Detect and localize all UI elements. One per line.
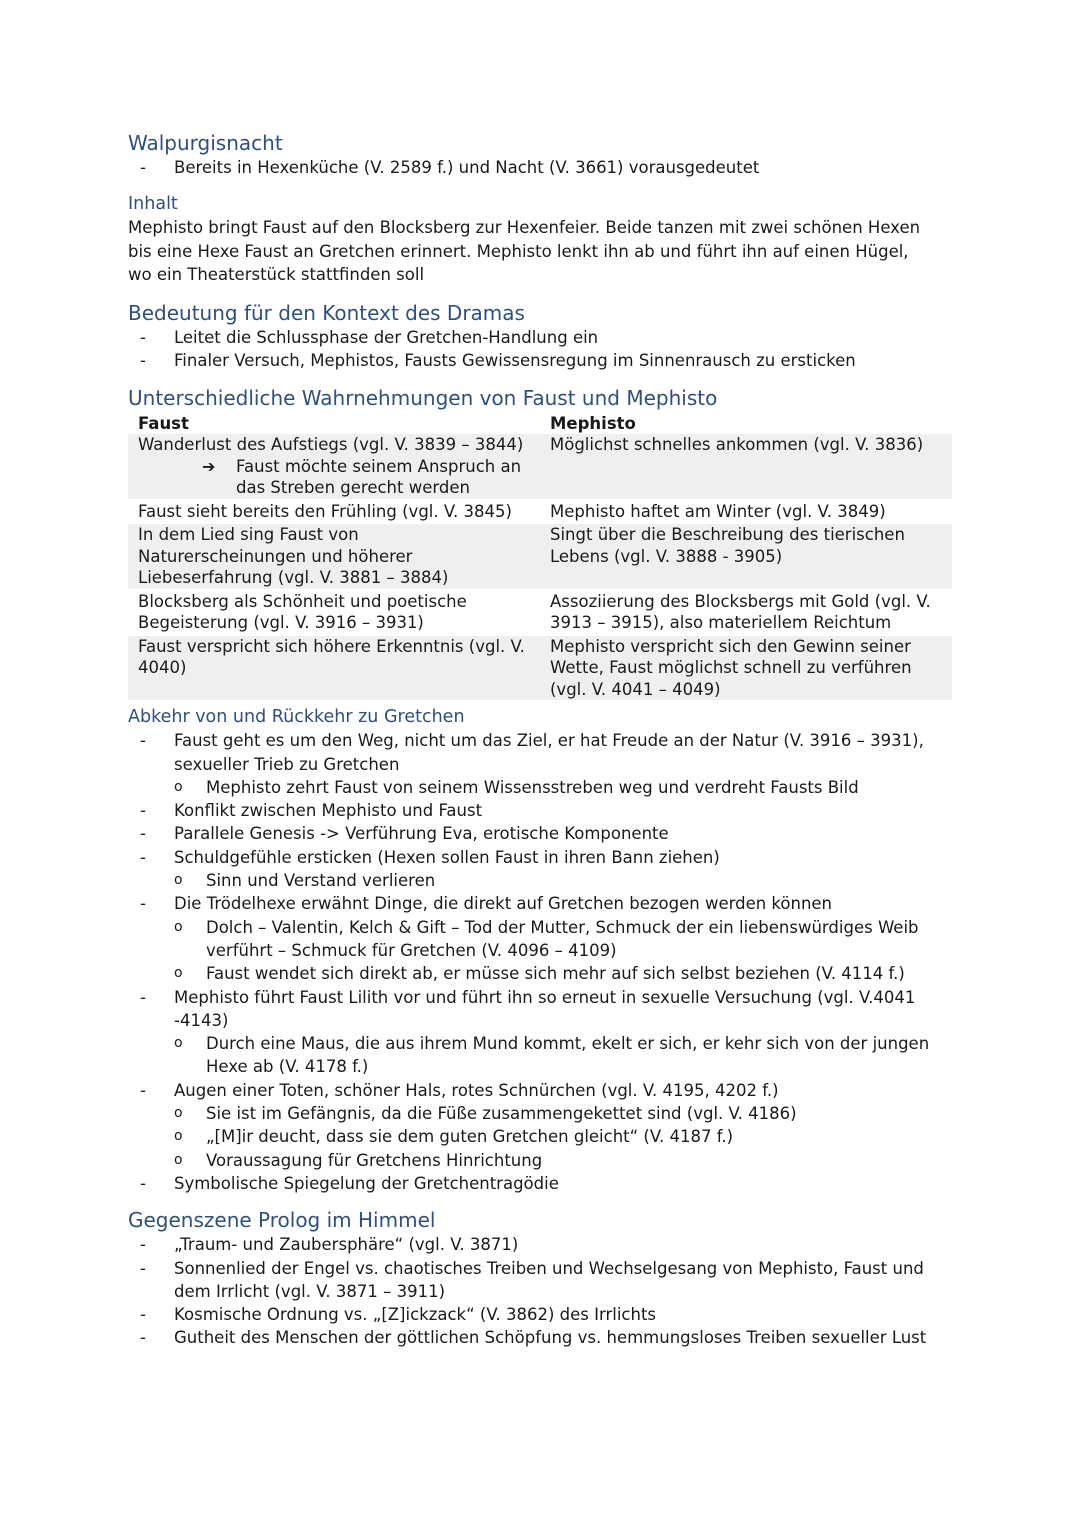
table-cell-mephisto: Assoziierung des Blocksbergs mit Gold (vgl. V. 3913 – 3915), also materiellem Reichtum [540,590,952,635]
list-item: - Augen einer Toten, schöner Hals, rotes Schnürchen (vgl. V. 4195, 4202 f.) o Sie ist im Gefängnis, da die Füße zusammengekettet sind (vgl. V. 4186) o „[M]ir deucht, dass sie dem guten Gretchen gleicht“ (V. 4187 f.) o Voraussagung für Gretchens Hinrichtung [128,1079,952,1172]
sub-list-item: o Mephisto zehrt Faust von seinem Wissensstreben weg und verdreht Fausts Bild [128,776,952,799]
list-item: - Sonnenlied der Engel vs. chaotisches Treiben und Wechselgesang von Mephisto, Faust und dem Irrlicht (vgl. V. 3871 – 3911) [140,1258,924,1301]
sub-list [128,916,952,986]
header-faust: Faust [138,413,189,433]
list-item: - Mephisto führt Faust Lilith vor und führt ihn so erneut in sexuelle Versuchung (vgl. V.4041 -4143) o Durch eine Maus, die aus ihrem Mund kommt, ekelt er sich, er kehr sich von der jungen Hexe ab (V. 4178 f.) [128,986,952,1079]
circle-bullet-icon: o [174,1105,183,1122]
sub-list-item: o Faust wendet sich direkt ab, er müsse sich mehr auf sich selbst beziehen (V. 4114 f.) [128,962,952,985]
sub-list [128,1032,952,1079]
section-wahrnehmungen [128,385,952,703]
sub-list-item: o Durch eine Maus, die aus ihrem Mund kommt, ekelt er sich, er kehr sich von der jungen Hexe ab (V. 4178 f.) [174,1034,930,1077]
table-row [128,500,952,524]
list-item: - Finaler Versuch, Mephistos, Fausts Gewissensregung im Sinnenrausch zu ersticken [140,351,856,371]
sub-list-item: o Voraussagung für Gretchens Hinrichtung [128,1149,952,1172]
circle-bullet-icon: o [174,965,183,982]
sub-list [128,776,952,799]
table-header-row [128,413,952,435]
table-row [128,635,952,702]
table-cell-mephisto: Möglichst schnelles ankommen (vgl. V. 3836) [540,434,952,500]
heading-gegenszene: Gegenszene Prolog im Himmel [128,1208,436,1233]
section-bedeutung [128,300,952,373]
list-walpurgisnacht [128,156,952,179]
section-abkehr [128,706,952,1195]
sub-list [128,1102,952,1172]
circle-bullet-icon: o [174,1151,183,1168]
table-cell-mephisto: Mephisto verspricht sich den Gewinn seiner Wette, Faust möglichst schnell zu verführen (vgl. V. 4041 – 4049) [540,635,952,702]
sub-list-item: o Sinn und Verstand verlieren [128,869,952,892]
section-walpurgisnacht [128,130,952,179]
heading-wahrnehmungen: Unterschiedliche Wahrnehmungen von Faust und Mephisto [128,385,718,410]
circle-bullet-icon: o [174,1035,183,1052]
header-mephisto: Mephisto [550,413,636,433]
table-row [128,590,952,635]
table-cell-faust: Faust sieht bereits den Frühling (vgl. V. 3845) [128,500,540,524]
table-cell-faust: Faust verspricht sich höhere Erkenntnis (vgl. V. 4040) [128,635,540,702]
heading-walpurgisnacht: Walpurgisnacht [128,131,283,155]
sub-list [128,869,952,892]
list-item: - Kosmische Ordnung vs. „[Z]ickzack“ (V. 3862) des Irrlichts [140,1305,657,1325]
list-item: - Konflikt zwischen Mephisto und Faust [140,801,483,821]
circle-bullet-icon: o [174,778,183,795]
table-cell-faust: Blocksberg als Schönheit und poetische Begeisterung (vgl. V. 3916 – 3931) [128,590,540,635]
section-inhalt [128,193,952,286]
list-item: - Faust geht es um den Weg, nicht um das Ziel, er hat Freude an der Natur (V. 3916 – 3931), sexueller Trieb zu Gretchen o Mephisto zehrt Faust von seinem Wissensstreben weg und verdreht Fausts Bild [128,729,952,799]
list-item: - Parallele Genesis -> Verführung Eva, erotische Komponente [140,824,669,844]
arrow-right-icon: ➔ [202,456,216,476]
heading-bedeutung: Bedeutung für den Kontext des Dramas [128,301,525,326]
list-item: - Symbolische Spiegelung der Gretchentragödie [140,1173,559,1193]
paragraph-inhalt: Mephisto bringt Faust auf den Blocksberg zur Hexenfeier. Beide tanzen mit zwei schönen Hexen bis eine Hexe Faust an Gretchen erinnert. Mephisto lenkt ihn ab und führt ihn auf einen Hügel, wo ein Theaterstück stattfinden soll [128,218,921,284]
table-row [128,523,952,590]
sub-list-item: o Dolch – Valentin, Kelch & Gift – Tod der Mutter, Schmuck der ein liebenswürdiges Weib verführt – Schmuck für Gretchen (V. 4096 – 4109) [174,917,919,960]
table-row [128,434,952,500]
circle-bullet-icon: o [174,1128,183,1145]
list-gegenszene [128,1233,952,1349]
list-item: - Bereits in Hexenküche (V. 2589 f.) und Nacht (V. 3661) vorausgedeutet [140,158,760,177]
table-cell-faust: Wanderlust des Aufstiegs (vgl. V. 3839 – 3844) ➔ Faust möchte seinem Anspruch an das Streben gerecht werden [128,434,540,500]
comparison-table [128,413,952,703]
heading-abkehr: Abkehr von und Rückkehr zu Gretchen [128,707,465,728]
heading-inhalt: Inhalt [128,194,178,215]
arrow-note: ➔ Faust möchte seinem Anspruch an das Streben gerecht werden [202,456,522,498]
table-cell-faust: In dem Lied sing Faust von Naturerscheinungen und höherer Liebeserfahrung (vgl. V. 3881 – 3884) [128,523,540,590]
list-item: - Schuldgefühle ersticken (Hexen sollen Faust in ihren Bann ziehen) o Sinn und Verstand verlieren [128,846,952,893]
list-bedeutung [128,326,952,373]
list-item: - Leitet die Schlussphase der Gretchen-Handlung ein [140,328,599,348]
table-cell-mephisto: Mephisto haftet am Winter (vgl. V. 3849) [540,500,952,524]
section-gegenszene [128,1207,952,1349]
sub-list-item: o Sie ist im Gefängnis, da die Füße zusammengekettet sind (vgl. V. 4186) [128,1102,952,1125]
list-item: - Gutheit des Menschen der göttlichen Schöpfung vs. hemmungsloses Treiben sexueller Lust [140,1328,927,1348]
circle-bullet-icon: o [174,918,183,935]
table-cell-mephisto: Singt über die Beschreibung des tierischen Lebens (vgl. V. 3888 - 3905) [540,523,952,590]
circle-bullet-icon: o [174,872,183,889]
sub-list-item: o „[M]ir deucht, dass sie dem guten Gretchen gleicht“ (V. 4187 f.) [128,1125,952,1148]
list-abkehr [128,729,952,1195]
list-item: - „Traum- und Zaubersphäre“ (vgl. V. 3871) [140,1235,519,1255]
document-content [128,130,952,1350]
list-item: - Die Trödelhexe erwähnt Dinge, die direkt auf Gretchen bezogen werden können o Dolch – Valentin, Kelch & Gift – Tod der Mutter, Schmuck der ein liebenswürdiges Weib verführt – Schmuck für Gretchen (V. 4096 – 4109) o Faust wendet sich direkt ab, er müsse sich mehr auf sich selbst beziehen (V. 4114 f.) [128,892,952,985]
